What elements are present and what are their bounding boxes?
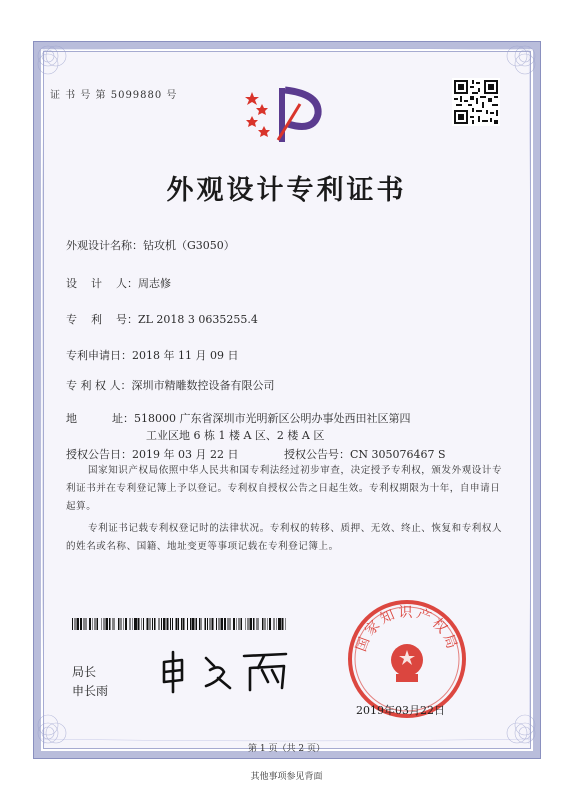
field-value: 518000 广东省深圳市光明新区公明办事处西田社区第四 (133, 412, 411, 425)
barcode-icon (72, 618, 286, 630)
grant-paragraph: 国家知识产权局依照中华人民共和国专利法经过初步审查，决定授予专利权，颁发外观设计专利证书并在专利登记簿上予以登记。专利权自授权公告之日起生效。专利权期限为十年，自申请日起算。 (66, 465, 503, 512)
page-number: 第 1 页（共 2 页） (248, 744, 325, 754)
field-value: 深圳市精雕数控设备有限公司 (131, 379, 275, 392)
seal-date: 2019年03月22日 (356, 704, 445, 717)
field-patent-number (66, 311, 258, 327)
field-label: 外观设计名称： (66, 239, 143, 252)
field-patentee (66, 377, 275, 393)
field-value: 2018 年 11 月 09 日 (132, 349, 239, 362)
field-address-line2: 工业区地 6 栋 1 楼 A 区、2 楼 A 区 (146, 429, 325, 442)
svg-text:国家知识产权局: 国家知识产权局 (353, 604, 461, 654)
field-label: 授权公告日： (66, 448, 132, 461)
field-label: 授权公告号： (284, 448, 350, 461)
qr-code-icon (452, 78, 500, 126)
field-label: 设 计 人： (66, 277, 138, 290)
field-grant-date (66, 446, 238, 462)
field-value: CN 305076467 S (350, 448, 446, 461)
handwritten-signature (158, 648, 298, 694)
field-design-name (66, 237, 235, 253)
certificate-number: 证 书 号 第 5099880 号 (50, 90, 178, 101)
field-value: ZL 2018 3 0635255.4 (137, 313, 258, 326)
field-label: 专利申请日： (66, 349, 132, 362)
legal-status-paragraph: 专利证书记载专利权登记时的法律状况。专利权的转移、质押、无效、终止、恢复和专利权人的姓名或名称、国籍、地址变更等事项记载在专利登记簿上。 (66, 523, 503, 552)
field-value: 钻攻机（G3050） (143, 239, 235, 252)
document-title: 外观设计专利证书 (166, 175, 407, 206)
signatory-name: 申长雨 (72, 684, 109, 698)
field-label: 专 利 号： (66, 313, 138, 326)
signatory-title: 局长 (72, 665, 97, 679)
field-designer (66, 275, 171, 291)
field-label: 专 利 权 人： (66, 379, 132, 392)
field-grant-number (284, 446, 446, 462)
field-value: 2019 年 03 月 22 日 (132, 448, 239, 461)
patent-office-logo-icon (242, 84, 328, 144)
field-value: 周志修 (137, 277, 171, 290)
field-label: 地 址： (66, 412, 134, 425)
field-application-date (66, 347, 238, 363)
footer-note: 其他事项参见背面 (250, 772, 323, 782)
field-address (66, 410, 410, 426)
